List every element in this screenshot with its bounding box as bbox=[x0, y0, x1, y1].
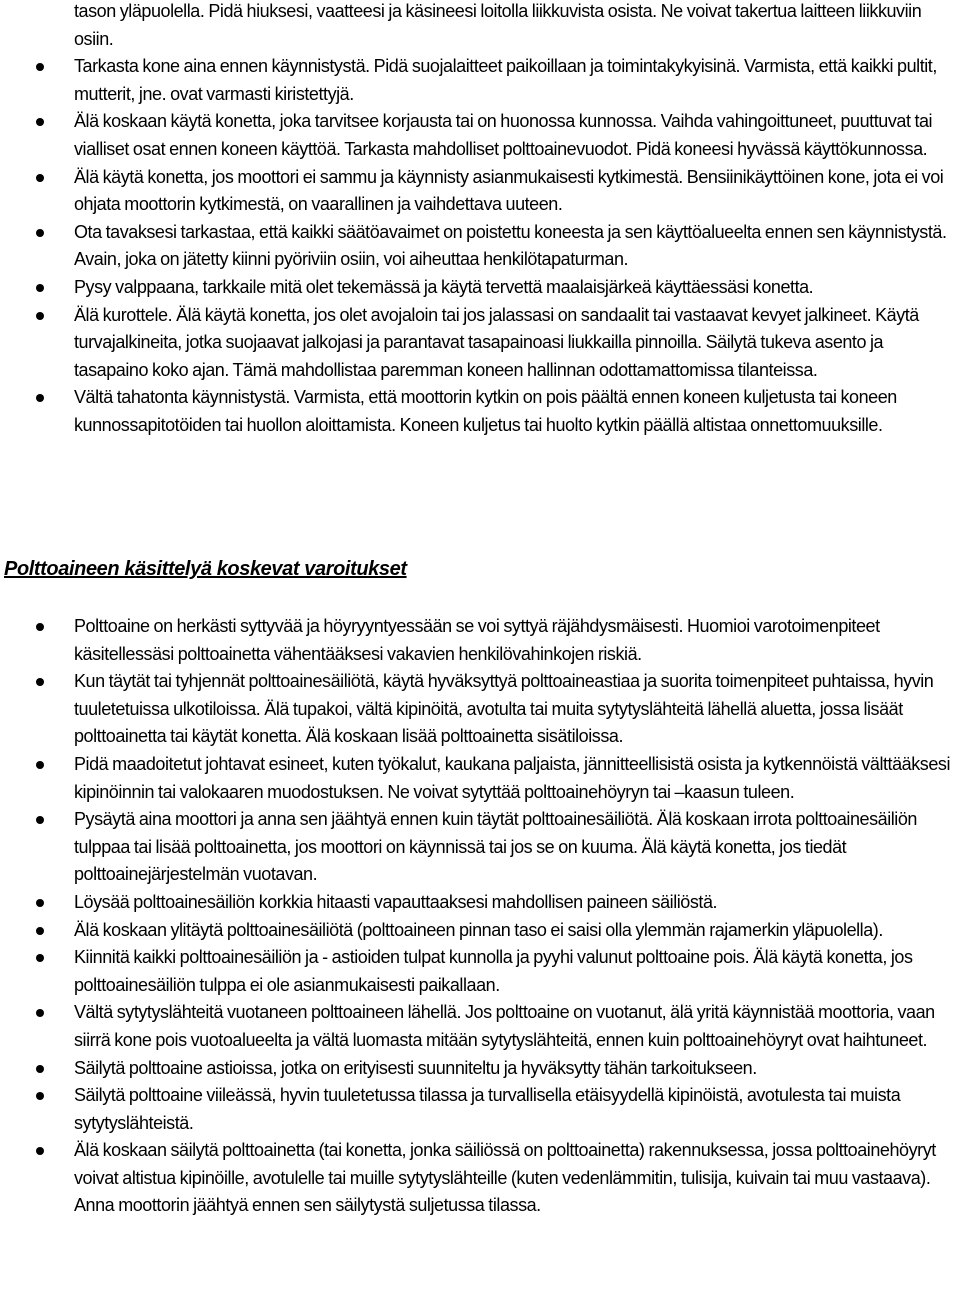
list-item bbox=[0, 274, 960, 302]
list-item bbox=[0, 219, 960, 274]
bullet-icon bbox=[36, 954, 44, 962]
list-item bbox=[0, 384, 960, 439]
list-item bbox=[0, 164, 960, 219]
list-item-text: Ota tavaksesi tarkastaa, että kaikki säätöavaimet on poistettu koneesta ja sen käyttöalueelta ennen sen käynnistystä. Avain, joka on jätetty kiinni pyöriviin osiin, voi aiheuttaa henkilötapaturman. bbox=[74, 221, 947, 270]
list-item-text: tason yläpuolella. Pidä hiuksesi, vaatteesi ja käsineesi loitolla liikkuvista osista. Ne voivat takertua laitteen liikkuviin osiin. bbox=[74, 1, 922, 49]
list-item bbox=[0, 1082, 960, 1137]
list-item-text: Pysäytä aina moottori ja anna sen jäähtyä ennen kuin täytät polttoainesäiliötä. Älä koskaan irrota polttoainesäiliön tulppaa tai lisää polttoainetta, jos moottori on käynnissä tai jos se on kuuma. Älä käytä konetta, jos tiedät polttoainejärjestelmän vuotavan. bbox=[74, 809, 917, 885]
bullet-icon bbox=[36, 761, 44, 769]
bullet-icon bbox=[36, 816, 44, 824]
list-item bbox=[0, 108, 960, 163]
list-item bbox=[0, 751, 960, 806]
bullet-icon bbox=[36, 1092, 44, 1100]
list-item bbox=[0, 999, 960, 1054]
bullet-icon bbox=[36, 678, 44, 686]
list-item-text: Älä kurottele. Älä käytä konetta, jos olet avojaloin tai jos jalassasi on sandaalit tai vastaavat kevyet jalkineet. Käytä turvajalkineita, jotka suojaavat jalkojasi ja parantavat tasapainoasi liukkailla pinnoilla. Säilytä tukeva asento ja tasapaino koko ajan. Tämä mahdollistaa paremman koneen hallinnan odottamattomissa tilanteissa. bbox=[74, 304, 919, 380]
list-item-text: Säilytä polttoaine astioissa, jotka on erityisesti suunniteltu ja hyväksytty tähän tarkoitukseen. bbox=[74, 1057, 757, 1078]
list-item-text: Vältä sytytyslähteitä vuotaneen polttoaineen lähellä. Jos polttoaine on vuotanut, älä yritä käynnistää moottoria, vaan siirrä kone pois vuotoalueelta ja vältä luomasta mitään sytytyslähteitä, ennen kuin polttoainehöyryt ovat haihtuneet. bbox=[74, 1002, 935, 1050]
list-item bbox=[0, 1137, 960, 1220]
list-item-text: Älä koskaan käytä konetta, joka tarvitsee korjausta tai on huonossa kunnossa. Vaihda vahingoittuneet, puuttuvat tai vialliset osat ennen koneen käyttöä. Tarkasta mahdolliset polttoainevuodot. Pidä koneesi hyvässä käyttökunnossa. bbox=[74, 111, 933, 159]
list-item-text: Säilytä polttoaine viileässä, hyvin tuuletetussa tilassa ja turvallisella etäisyydellä kipinöistä, avotulesta tai muista sytytyslähteistä. bbox=[74, 1085, 901, 1133]
fuel-warnings-list bbox=[0, 613, 960, 1220]
bullet-icon bbox=[36, 118, 44, 126]
list-item bbox=[0, 668, 960, 751]
bullet-icon bbox=[36, 63, 44, 71]
list-item bbox=[0, 806, 960, 889]
list-item-text: Kun täytät tai tyhjennät polttoainesäiliötä, käytä hyväksyttyä polttoaineastiaa ja suorita toimenpiteet puhtaissa, hyvin tuuletetuissa ulkotiloissa. Älä tupakoi, vältä kipinöitä, avotulta tai muita sytytyslähteitä lähellä aluetta, jossa lisäät polttoainetta tai käytät konetta. Älä koskaan lisää polttoainetta sisätiloissa. bbox=[74, 671, 934, 747]
bullet-icon bbox=[36, 927, 44, 935]
bullet-icon bbox=[36, 1009, 44, 1017]
bullet-icon bbox=[36, 394, 44, 402]
bullet-icon bbox=[36, 899, 44, 907]
list-item-text: Vältä tahatonta käynnistystä. Varmista, että moottorin kytkin on pois päältä ennen koneen kuljetusta tai koneen kunnossapitotöiden tai huollon aloittamista. Koneen kuljetus tai huolto kytkin päällä altistaa onnettomuuksille. bbox=[74, 387, 897, 435]
bullet-icon bbox=[36, 1065, 44, 1073]
bullet-icon bbox=[36, 1147, 44, 1155]
list-item-text: Tarkasta kone aina ennen käynnistystä. Pidä suojalaitteet paikoillaan ja toimintakykyisinä. Varmista, että kaikki pultit, mutterit, jne. ovat varmasti kiristettyjä. bbox=[74, 56, 937, 104]
bullet-icon bbox=[36, 623, 44, 631]
section-heading: Polttoaineen käsittelyä koskevat varoitukset bbox=[4, 558, 407, 580]
safety-instructions-list bbox=[0, 0, 960, 440]
list-item bbox=[0, 613, 960, 668]
list-item-text: Älä käytä konetta, jos moottori ei sammu ja käynnisty asianmukaisesti kytkimestä. Bensiinikäyttöinen kone, jota ei voi ohjata moottorin kytkimestä, on vaarallinen ja vaihdettava uuteen. bbox=[74, 166, 944, 215]
list-item-text: Pidä maadoitetut johtavat esineet, kuten työkalut, kaukana paljaista, jännitteellisistä osista ja kytkennöistä välttääksesi kipinöinnin tai valokaaren muodostuksen. Ne voivat sytyttää polttoainehöyryn tai –kaasun tuleen. bbox=[74, 753, 950, 802]
list-item bbox=[0, 944, 960, 999]
bullet-icon bbox=[36, 229, 44, 237]
list-item-text: Pysy valppaana, tarkkaile mitä olet tekemässä ja käytä tervettä maalaisjärkeä käyttäessäsi konetta. bbox=[74, 276, 814, 297]
list-item-text: Älä koskaan ylitäytä polttoainesäiliötä (polttoaineen pinnan taso ei saisi olla ylemmän rajamerkin yläpuolella). bbox=[74, 919, 883, 940]
list-item bbox=[0, 53, 960, 108]
list-item-text: Kiinnitä kaikki polttoainesäiliön ja - astioiden tulpat kunnolla ja pyyhi valunut polttoaine pois. Älä käytä konetta, jos polttoainesäiliön tulppa ei ole asianmukaisesti paikallaan. bbox=[74, 947, 913, 995]
list-item bbox=[0, 302, 960, 385]
list-item-text: Älä koskaan säilytä polttoainetta (tai konetta, jonka säiliössä on polttoainetta) rakennuksessa, jossa polttoainehöyryt voivat altistua kipinöille, avotulelle tai muille sytytyslähteille (kuten vedenlämmitin, tulisija, kuivain tai muu vastaava). Anna moottorin jäähtyä ennen sen säilytystä suljetussa tilassa. bbox=[74, 1140, 936, 1216]
list-item bbox=[0, 0, 960, 53]
list-item bbox=[0, 917, 960, 945]
bullet-icon bbox=[36, 312, 44, 320]
list-item bbox=[0, 889, 960, 917]
list-item bbox=[0, 1055, 960, 1083]
bullet-icon bbox=[36, 174, 44, 182]
list-item-text: Löysää polttoainesäiliön korkkia hitaasti vapauttaaksesi mahdollisen paineen säiliöstä. bbox=[74, 891, 718, 912]
list-item-text: Polttoaine on herkästi syttyvää ja höyryyntyessään se voi syttyä räjähdysmäisesti. Huomioi varotoimenpiteet käsitellessäsi polttoainetta vähentääksesi vakavien henkilövahinkojen riskiä. bbox=[74, 616, 880, 664]
bullet-icon bbox=[36, 284, 44, 292]
